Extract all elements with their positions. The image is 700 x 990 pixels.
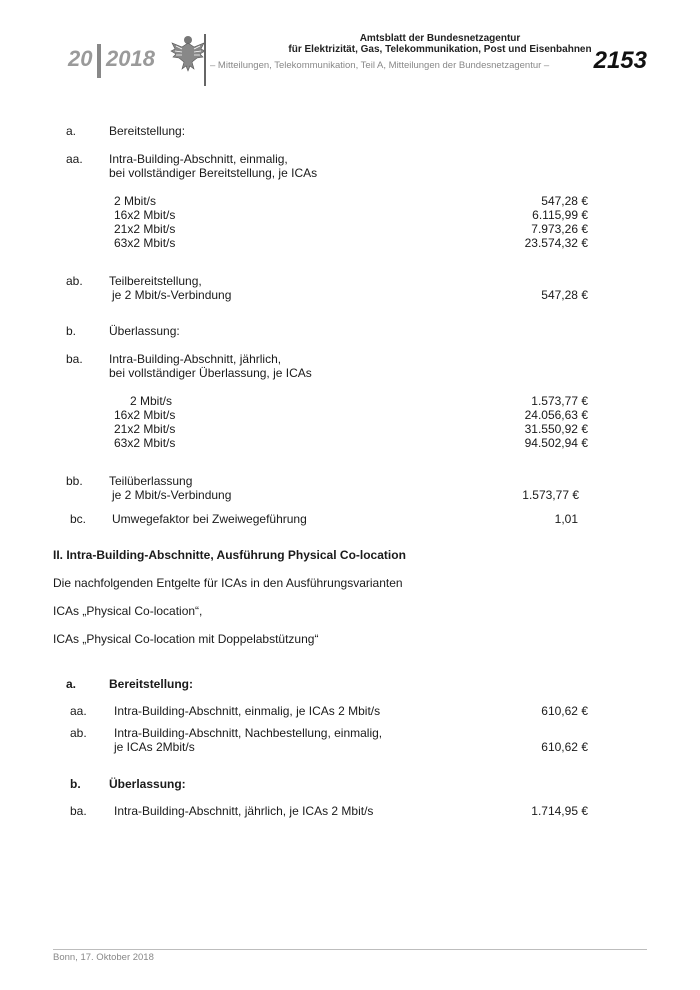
rate-label: 21x2 Mbit/s bbox=[114, 222, 176, 236]
section-heading: II. Intra-Building-Abschnitte, Ausführung Physical Co-location bbox=[53, 548, 406, 562]
issue-year: 2018 bbox=[106, 46, 155, 71]
item-label: aa. bbox=[70, 704, 87, 718]
rate-label: 2 Mbit/s bbox=[114, 194, 157, 208]
item-label: bc. bbox=[70, 512, 87, 526]
item-label: b. bbox=[70, 777, 81, 791]
rate-label: 2 Mbit/s bbox=[129, 394, 172, 408]
item-text: Intra-Building-Abschnitt, einmalig, bbox=[109, 152, 288, 166]
item-label: b. bbox=[66, 324, 77, 338]
footer-rule bbox=[53, 949, 647, 950]
item-text: je ICAs 2Mbit/s bbox=[114, 740, 195, 754]
rate-price: 1.573,77 € bbox=[531, 394, 588, 408]
item-label: ab. bbox=[66, 274, 83, 288]
page-number: 2153 bbox=[593, 47, 647, 74]
publication-subtitle: für Elektrizität, Gas, Telekommunikation, Post und Eisenbahnen bbox=[288, 44, 592, 55]
rate-price: 547,28 € bbox=[541, 194, 588, 208]
item-label: a. bbox=[66, 677, 77, 691]
rate-label: 16x2 Mbit/s bbox=[114, 208, 176, 222]
rate-price: 610,62 € bbox=[541, 704, 588, 718]
rate-price: 23.574,32 € bbox=[524, 236, 588, 250]
rate-label: 63x2 Mbit/s bbox=[114, 436, 176, 450]
rate-price: 24.056,63 € bbox=[524, 408, 588, 422]
item-heading: Bereitstellung: bbox=[109, 124, 186, 138]
item-label: bb. bbox=[66, 474, 83, 488]
rate-price: 31.550,92 € bbox=[524, 422, 588, 436]
rate-price: 610,62 € bbox=[541, 740, 588, 754]
item-label: ba. bbox=[70, 804, 87, 818]
footer-text: Bonn, 17. Oktober 2018 bbox=[53, 952, 154, 963]
item-label: aa. bbox=[66, 152, 83, 166]
item-heading: Bereitstellung: bbox=[109, 677, 194, 691]
item-text: Teilbereitstellung, bbox=[109, 274, 202, 288]
paragraph: ICAs „Physical Co-location“, bbox=[53, 604, 203, 618]
item-text: Umwegefaktor bei Zweiwegeführung bbox=[112, 512, 307, 526]
rate-label: 63x2 Mbit/s bbox=[114, 236, 176, 250]
rate-price: 1.573,77 € bbox=[522, 488, 579, 502]
publication-title: Amtsblatt der Bundesnetzagentur bbox=[359, 33, 521, 44]
item-label: ba. bbox=[66, 352, 83, 366]
paragraph: ICAs „Physical Co-location mit Doppelabstützung“ bbox=[53, 632, 319, 646]
item-text: je 2 Mbit/s-Verbindung bbox=[112, 288, 232, 302]
rate-label: 21x2 Mbit/s bbox=[114, 422, 176, 436]
rate-label: 16x2 Mbit/s bbox=[114, 408, 176, 422]
item-text: Teilüberlassung bbox=[109, 474, 193, 488]
item-text: bei vollständiger Bereitstellung, je ICAs bbox=[109, 166, 318, 180]
rate-price: 6.115,99 € bbox=[532, 208, 588, 222]
item-text: Intra-Building-Abschnitt, jährlich, je ICAs 2 Mbit/s bbox=[114, 804, 374, 818]
rate-price: 94.502,94 € bbox=[524, 436, 588, 450]
item-text: bei vollständiger Überlassung, je ICAs bbox=[109, 366, 312, 380]
item-text: Intra-Building-Abschnitt, jährlich, bbox=[109, 352, 282, 366]
item-text: Intra-Building-Abschnitt, Nachbestellung, einmalig, bbox=[114, 726, 383, 740]
issue-number: 20 bbox=[68, 46, 93, 71]
rate-price: 1.714,95 € bbox=[531, 804, 588, 818]
paragraph: Die nachfolgenden Entgelte für ICAs in den Ausführungsvarianten bbox=[53, 576, 403, 590]
item-heading: Überlassung: bbox=[109, 324, 180, 338]
item-text: Intra-Building-Abschnitt, einmalig, je ICAs 2 Mbit/s bbox=[114, 704, 381, 718]
item-text: je 2 Mbit/s-Verbindung bbox=[112, 488, 232, 502]
item-heading: Überlassung: bbox=[109, 777, 186, 791]
item-label: ab. bbox=[70, 726, 87, 740]
rate-price: 547,28 € bbox=[541, 288, 588, 302]
rate-price: 7.973,26 € bbox=[531, 222, 588, 236]
publication-section: – Mitteilungen, Telekommunikation, Teil A, Mitteilungen der Bundesnetzagentur – bbox=[210, 60, 550, 71]
item-label: a. bbox=[66, 124, 77, 138]
issue-divider bbox=[97, 44, 101, 78]
factor-value: 1,01 bbox=[554, 512, 578, 526]
